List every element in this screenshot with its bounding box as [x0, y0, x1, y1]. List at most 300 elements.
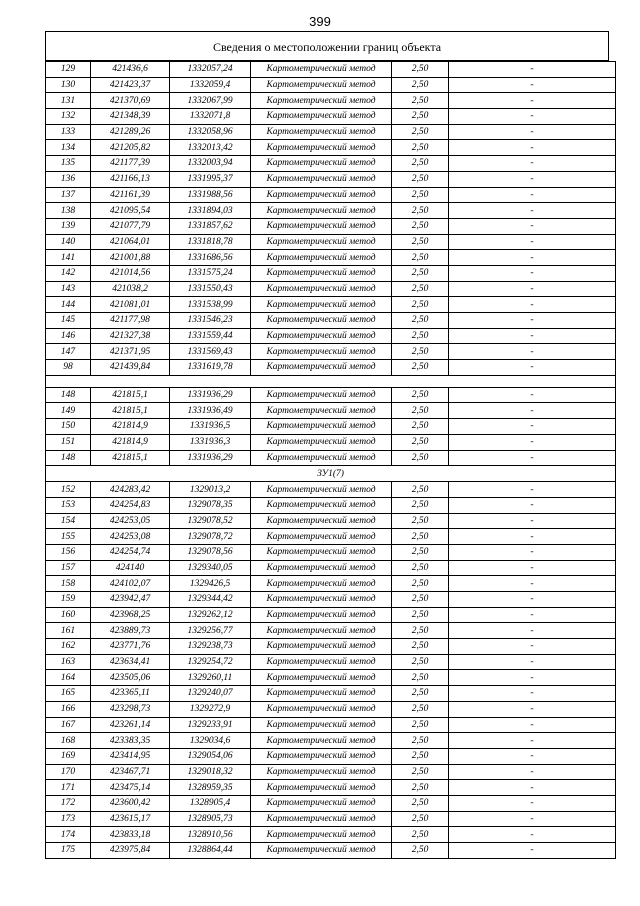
x-coordinate-cell: 421814,9: [91, 419, 170, 435]
note-cell: -: [449, 795, 616, 811]
y-coordinate-cell: 1329240,07: [170, 686, 251, 702]
y-coordinate-cell: 1331575,24: [170, 265, 251, 281]
method-cell: Картометрический метод: [251, 733, 392, 749]
point-number-cell: 142: [46, 265, 91, 281]
accuracy-cell: 2,50: [392, 827, 449, 843]
point-number-cell: 148: [46, 387, 91, 403]
note-cell: -: [449, 360, 616, 376]
accuracy-cell: 2,50: [392, 434, 449, 450]
point-number-cell: 169: [46, 748, 91, 764]
method-cell: Картометрический метод: [251, 701, 392, 717]
point-number-cell: 155: [46, 529, 91, 545]
accuracy-cell: 2,50: [392, 544, 449, 560]
note-cell: -: [449, 387, 616, 403]
point-number-cell: 173: [46, 811, 91, 827]
note-cell: -: [449, 62, 616, 78]
x-coordinate-cell: 424253,08: [91, 529, 170, 545]
y-coordinate-cell: 1331936,3: [170, 434, 251, 450]
table-row: [46, 780, 616, 796]
y-coordinate-cell: 1332003,94: [170, 156, 251, 172]
table-row: [46, 544, 616, 560]
table-row: [46, 795, 616, 811]
table-row: [46, 124, 616, 140]
note-cell: -: [449, 827, 616, 843]
table-row: [46, 764, 616, 780]
note-cell: -: [449, 843, 616, 859]
note-cell: -: [449, 434, 616, 450]
accuracy-cell: 2,50: [392, 654, 449, 670]
note-cell: -: [449, 764, 616, 780]
point-number-cell: 160: [46, 607, 91, 623]
accuracy-cell: 2,50: [392, 686, 449, 702]
point-number-cell: 148: [46, 450, 91, 466]
note-cell: -: [449, 560, 616, 576]
note-cell: -: [449, 529, 616, 545]
accuracy-cell: 2,50: [392, 529, 449, 545]
point-number-cell: 152: [46, 482, 91, 498]
point-number-cell: 166: [46, 701, 91, 717]
y-coordinate-cell: 1332013,42: [170, 140, 251, 156]
y-coordinate-cell: 1331619,78: [170, 360, 251, 376]
y-coordinate-cell: 1328959,35: [170, 780, 251, 796]
y-coordinate-cell: 1331569,43: [170, 344, 251, 360]
y-coordinate-cell: 1329078,56: [170, 544, 251, 560]
x-coordinate-cell: 421289,26: [91, 124, 170, 140]
accuracy-cell: 2,50: [392, 560, 449, 576]
note-cell: -: [449, 281, 616, 297]
y-coordinate-cell: 1329013,2: [170, 482, 251, 498]
y-coordinate-cell: 1331936,29: [170, 387, 251, 403]
accuracy-cell: 2,50: [392, 265, 449, 281]
note-cell: -: [449, 639, 616, 655]
note-cell: -: [449, 497, 616, 513]
table-row: [46, 62, 616, 78]
note-cell: -: [449, 344, 616, 360]
x-coordinate-cell: 423968,25: [91, 607, 170, 623]
method-cell: Картометрический метод: [251, 360, 392, 376]
point-number-cell: 147: [46, 344, 91, 360]
note-cell: -: [449, 203, 616, 219]
table-row: [46, 328, 616, 344]
x-coordinate-cell: 421081,01: [91, 297, 170, 313]
point-number-cell: 170: [46, 764, 91, 780]
accuracy-cell: 2,50: [392, 250, 449, 266]
point-number-cell: 140: [46, 234, 91, 250]
point-number-cell: 129: [46, 62, 91, 78]
x-coordinate-cell: 423467,71: [91, 764, 170, 780]
method-cell: Картометрический метод: [251, 265, 392, 281]
table-row: [46, 281, 616, 297]
method-cell: Картометрический метод: [251, 843, 392, 859]
note-cell: -: [449, 419, 616, 435]
y-coordinate-cell: 1331936,29: [170, 450, 251, 466]
note-cell: -: [449, 544, 616, 560]
accuracy-cell: 2,50: [392, 328, 449, 344]
note-cell: -: [449, 140, 616, 156]
accuracy-cell: 2,50: [392, 187, 449, 203]
note-cell: -: [449, 733, 616, 749]
note-cell: -: [449, 93, 616, 109]
y-coordinate-cell: 1328864,44: [170, 843, 251, 859]
note-cell: -: [449, 297, 616, 313]
table-row: [46, 419, 616, 435]
x-coordinate-cell: 421371,95: [91, 344, 170, 360]
accuracy-cell: 2,50: [392, 701, 449, 717]
accuracy-cell: 2,50: [392, 764, 449, 780]
method-cell: Картометрический метод: [251, 124, 392, 140]
method-cell: Картометрический метод: [251, 434, 392, 450]
x-coordinate-cell: 421814,9: [91, 434, 170, 450]
accuracy-cell: 2,50: [392, 811, 449, 827]
point-number-cell: 135: [46, 156, 91, 172]
method-cell: Картометрический метод: [251, 450, 392, 466]
x-coordinate-cell: 421815,1: [91, 450, 170, 466]
table-row: [46, 623, 616, 639]
note-cell: -: [449, 250, 616, 266]
y-coordinate-cell: 1329078,35: [170, 497, 251, 513]
table-row: [46, 109, 616, 125]
note-cell: -: [449, 748, 616, 764]
x-coordinate-cell: 421038,2: [91, 281, 170, 297]
note-cell: -: [449, 187, 616, 203]
table-row: [46, 171, 616, 187]
table-row: [46, 203, 616, 219]
method-cell: Картометрический метод: [251, 281, 392, 297]
point-number-cell: 154: [46, 513, 91, 529]
point-number-cell: 161: [46, 623, 91, 639]
x-coordinate-cell: 424140: [91, 560, 170, 576]
table-row: [46, 529, 616, 545]
table-row: [46, 639, 616, 655]
table-row: [46, 701, 616, 717]
accuracy-cell: 2,50: [392, 748, 449, 764]
table-row: [46, 670, 616, 686]
method-cell: Картометрический метод: [251, 250, 392, 266]
y-coordinate-cell: 1328905,4: [170, 795, 251, 811]
accuracy-cell: 2,50: [392, 403, 449, 419]
method-cell: Картометрический метод: [251, 654, 392, 670]
boundary-sheet: [45, 31, 609, 859]
note-cell: -: [449, 623, 616, 639]
method-cell: Картометрический метод: [251, 403, 392, 419]
point-number-cell: 174: [46, 827, 91, 843]
y-coordinate-cell: 1331857,62: [170, 218, 251, 234]
x-coordinate-cell: 423365,11: [91, 686, 170, 702]
note-cell: -: [449, 482, 616, 498]
x-coordinate-cell: 423833,18: [91, 827, 170, 843]
method-cell: Картометрический метод: [251, 109, 392, 125]
point-number-cell: 162: [46, 639, 91, 655]
y-coordinate-cell: 1329272,9: [170, 701, 251, 717]
point-number-cell: 141: [46, 250, 91, 266]
x-coordinate-cell: 421161,39: [91, 187, 170, 203]
accuracy-cell: 2,50: [392, 156, 449, 172]
method-cell: Картометрический метод: [251, 764, 392, 780]
x-coordinate-cell: 421423,37: [91, 77, 170, 93]
method-cell: Картометрический метод: [251, 513, 392, 529]
accuracy-cell: 2,50: [392, 140, 449, 156]
y-coordinate-cell: 1329262,12: [170, 607, 251, 623]
section-row: [46, 466, 616, 482]
method-cell: Картометрический метод: [251, 607, 392, 623]
x-coordinate-cell: 421815,1: [91, 403, 170, 419]
x-coordinate-cell: 423942,47: [91, 592, 170, 608]
accuracy-cell: 2,50: [392, 576, 449, 592]
method-cell: Картометрический метод: [251, 670, 392, 686]
table-row: [46, 77, 616, 93]
section-label: ЗУ1(7): [46, 466, 616, 482]
accuracy-cell: 2,50: [392, 203, 449, 219]
accuracy-cell: 2,50: [392, 780, 449, 796]
point-number-cell: 130: [46, 77, 91, 93]
point-number-cell: 151: [46, 434, 91, 450]
table-row: [46, 560, 616, 576]
accuracy-cell: 2,50: [392, 717, 449, 733]
method-cell: Картометрический метод: [251, 171, 392, 187]
y-coordinate-cell: 1328905,73: [170, 811, 251, 827]
method-cell: Картометрический метод: [251, 419, 392, 435]
table-row: [46, 497, 616, 513]
point-number-cell: 134: [46, 140, 91, 156]
y-coordinate-cell: 1332057,24: [170, 62, 251, 78]
x-coordinate-cell: 421327,38: [91, 328, 170, 344]
accuracy-cell: 2,50: [392, 670, 449, 686]
accuracy-cell: 2,50: [392, 482, 449, 498]
x-coordinate-cell: 421439,84: [91, 360, 170, 376]
method-cell: Картометрический метод: [251, 313, 392, 329]
method-cell: Картометрический метод: [251, 328, 392, 344]
x-coordinate-cell: 424253,05: [91, 513, 170, 529]
point-number-cell: 144: [46, 297, 91, 313]
accuracy-cell: 2,50: [392, 281, 449, 297]
point-number-cell: 168: [46, 733, 91, 749]
accuracy-cell: 2,50: [392, 513, 449, 529]
point-number-cell: 156: [46, 544, 91, 560]
note-cell: -: [449, 513, 616, 529]
method-cell: Картометрический метод: [251, 482, 392, 498]
x-coordinate-cell: 421177,39: [91, 156, 170, 172]
point-number-cell: 163: [46, 654, 91, 670]
table-row: [46, 717, 616, 733]
table-row: [46, 450, 616, 466]
point-number-cell: 145: [46, 313, 91, 329]
x-coordinate-cell: 423889,73: [91, 623, 170, 639]
table-row: [46, 297, 616, 313]
method-cell: Картометрический метод: [251, 529, 392, 545]
method-cell: Картометрический метод: [251, 218, 392, 234]
y-coordinate-cell: 1329238,73: [170, 639, 251, 655]
coordinates-table: [45, 61, 616, 859]
accuracy-cell: 2,50: [392, 93, 449, 109]
method-cell: Картометрический метод: [251, 297, 392, 313]
y-coordinate-cell: 1331818,78: [170, 234, 251, 250]
method-cell: Картометрический метод: [251, 639, 392, 655]
point-number-cell: 139: [46, 218, 91, 234]
x-coordinate-cell: 424254,74: [91, 544, 170, 560]
y-coordinate-cell: 1331686,56: [170, 250, 251, 266]
method-cell: Картометрический метод: [251, 156, 392, 172]
table-row: [46, 654, 616, 670]
point-number-cell: 157: [46, 560, 91, 576]
y-coordinate-cell: 1329078,52: [170, 513, 251, 529]
accuracy-cell: 2,50: [392, 733, 449, 749]
point-number-cell: 165: [46, 686, 91, 702]
method-cell: Картометрический метод: [251, 140, 392, 156]
note-cell: -: [449, 218, 616, 234]
method-cell: Картометрический метод: [251, 187, 392, 203]
y-coordinate-cell: 1331988,56: [170, 187, 251, 203]
x-coordinate-cell: 424254,83: [91, 497, 170, 513]
blank-cell: [46, 375, 616, 387]
note-cell: -: [449, 171, 616, 187]
point-number-cell: 136: [46, 171, 91, 187]
table-row: [46, 827, 616, 843]
y-coordinate-cell: 1329078,72: [170, 529, 251, 545]
y-coordinate-cell: 1331894,03: [170, 203, 251, 219]
y-coordinate-cell: 1331538,99: [170, 297, 251, 313]
table-row: [46, 513, 616, 529]
point-number-cell: 164: [46, 670, 91, 686]
table-row: [46, 156, 616, 172]
point-number-cell: 149: [46, 403, 91, 419]
table-row: [46, 93, 616, 109]
method-cell: Картометрический метод: [251, 686, 392, 702]
point-number-cell: 150: [46, 419, 91, 435]
table-row: [46, 843, 616, 859]
note-cell: -: [449, 109, 616, 125]
y-coordinate-cell: 1329018,32: [170, 764, 251, 780]
table-row: [46, 811, 616, 827]
point-number-cell: 137: [46, 187, 91, 203]
accuracy-cell: 2,50: [392, 218, 449, 234]
accuracy-cell: 2,50: [392, 109, 449, 125]
method-cell: Картометрический метод: [251, 203, 392, 219]
point-number-cell: 159: [46, 592, 91, 608]
method-cell: Картометрический метод: [251, 717, 392, 733]
table-row: [46, 218, 616, 234]
note-cell: -: [449, 234, 616, 250]
y-coordinate-cell: 1332067,99: [170, 93, 251, 109]
x-coordinate-cell: 421436,6: [91, 62, 170, 78]
x-coordinate-cell: 423414,95: [91, 748, 170, 764]
table-row: [46, 187, 616, 203]
accuracy-cell: 2,50: [392, 607, 449, 623]
note-cell: -: [449, 403, 616, 419]
accuracy-cell: 2,50: [392, 360, 449, 376]
table-header: Сведения о местоположении границ объекта: [45, 31, 609, 61]
x-coordinate-cell: 423475,14: [91, 780, 170, 796]
table-row: [46, 250, 616, 266]
table-row: [46, 733, 616, 749]
table-row: [46, 265, 616, 281]
point-number-cell: 133: [46, 124, 91, 140]
table-row: [46, 434, 616, 450]
note-cell: -: [449, 717, 616, 733]
point-number-cell: 167: [46, 717, 91, 733]
accuracy-cell: 2,50: [392, 639, 449, 655]
note-cell: -: [449, 811, 616, 827]
y-coordinate-cell: 1329034,6: [170, 733, 251, 749]
note-cell: -: [449, 592, 616, 608]
x-coordinate-cell: 421014,56: [91, 265, 170, 281]
y-coordinate-cell: 1329426,5: [170, 576, 251, 592]
note-cell: -: [449, 313, 616, 329]
x-coordinate-cell: 423383,35: [91, 733, 170, 749]
method-cell: Картометрический метод: [251, 795, 392, 811]
method-cell: Картометрический метод: [251, 827, 392, 843]
accuracy-cell: 2,50: [392, 62, 449, 78]
method-cell: Картометрический метод: [251, 780, 392, 796]
y-coordinate-cell: 1329260,11: [170, 670, 251, 686]
y-coordinate-cell: 1331559,44: [170, 328, 251, 344]
note-cell: -: [449, 607, 616, 623]
table-row: [46, 592, 616, 608]
x-coordinate-cell: 423505,06: [91, 670, 170, 686]
note-cell: -: [449, 124, 616, 140]
y-coordinate-cell: 1329344,42: [170, 592, 251, 608]
x-coordinate-cell: 424283,42: [91, 482, 170, 498]
point-number-cell: 138: [46, 203, 91, 219]
x-coordinate-cell: 421095,54: [91, 203, 170, 219]
table-row: [46, 313, 616, 329]
note-cell: -: [449, 156, 616, 172]
method-cell: Картометрический метод: [251, 748, 392, 764]
table-row: [46, 607, 616, 623]
accuracy-cell: 2,50: [392, 795, 449, 811]
point-number-cell: 98: [46, 360, 91, 376]
y-coordinate-cell: 1331546,23: [170, 313, 251, 329]
table-row: [46, 140, 616, 156]
method-cell: Картометрический метод: [251, 62, 392, 78]
table-row: [46, 234, 616, 250]
accuracy-cell: 2,50: [392, 77, 449, 93]
note-cell: -: [449, 686, 616, 702]
method-cell: Картометрический метод: [251, 560, 392, 576]
blank-separator-row: [46, 375, 616, 387]
point-number-cell: 171: [46, 780, 91, 796]
x-coordinate-cell: 423771,76: [91, 639, 170, 655]
method-cell: Картометрический метод: [251, 387, 392, 403]
table-row: [46, 387, 616, 403]
y-coordinate-cell: 1329256,77: [170, 623, 251, 639]
note-cell: -: [449, 576, 616, 592]
accuracy-cell: 2,50: [392, 171, 449, 187]
y-coordinate-cell: 1331936,49: [170, 403, 251, 419]
x-coordinate-cell: 421166,13: [91, 171, 170, 187]
point-number-cell: 146: [46, 328, 91, 344]
y-coordinate-cell: 1332058,96: [170, 124, 251, 140]
x-coordinate-cell: 421205,82: [91, 140, 170, 156]
x-coordinate-cell: 421370,69: [91, 93, 170, 109]
note-cell: -: [449, 654, 616, 670]
point-number-cell: 158: [46, 576, 91, 592]
point-number-cell: 175: [46, 843, 91, 859]
y-coordinate-cell: 1332059,4: [170, 77, 251, 93]
note-cell: -: [449, 265, 616, 281]
method-cell: Картометрический метод: [251, 811, 392, 827]
y-coordinate-cell: 1331936,5: [170, 419, 251, 435]
accuracy-cell: 2,50: [392, 843, 449, 859]
y-coordinate-cell: 1329340,05: [170, 560, 251, 576]
accuracy-cell: 2,50: [392, 387, 449, 403]
y-coordinate-cell: 1331995,37: [170, 171, 251, 187]
method-cell: Картометрический метод: [251, 592, 392, 608]
method-cell: Картометрический метод: [251, 93, 392, 109]
x-coordinate-cell: 423261,14: [91, 717, 170, 733]
y-coordinate-cell: 1329054,06: [170, 748, 251, 764]
accuracy-cell: 2,50: [392, 497, 449, 513]
accuracy-cell: 2,50: [392, 592, 449, 608]
